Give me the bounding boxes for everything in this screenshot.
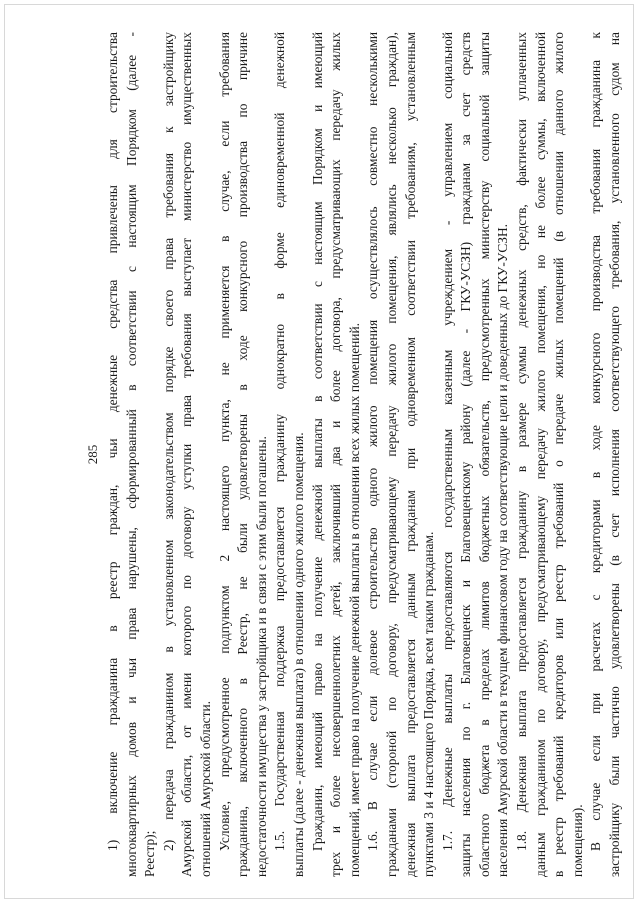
text-line: 1) включение гражданина в реестр граждан, чьи денежные средства привлечены для строительства [105,32,120,851]
text-line: защиты населения по г. Благовещенск и Благовещенскому району (далее - ГКУ-УСЗН) гражданам за счет средств [458,32,474,877]
text-line: гражданами (стороной по договору, предусматривающему передачу жилого помещения, являлись несколько граждан), [383,32,399,877]
text-line: В случае если при расчетах с кредиторами в ходе конкурсного производства требования гражданина к [588,32,604,851]
text-line: застройщику были частично удовлетворены (в счет исполнения соответствующего требования, установленного судом на [607,32,623,877]
rotated-page-content [82,32,623,877]
text-line: Гражданин, имеющий право на получение денежной выплаты в соответствии с настоящим Порядком и имеющий [309,32,325,851]
text-line: 1.7. Денежные выплаты предоставляются государственным казенным учреждением - управлением социальной [439,32,455,851]
text-line: данным гражданином по договору, предусматривающему передачу жилого помещения, но не более суммы, включенной [532,32,548,877]
page-number: 285 [85,444,100,465]
text-line: областного бюджета в пределах лимитов бюджетных обязательств, предусмотренных министерству социальной защиты [476,32,492,877]
text-line: денежная выплата предоставляется данным гражданам при одновременном соответствии требованиям, установленным [402,32,418,877]
text-line: выплаты (далее - денежная выплата) в отношении одного жилого помещения. [290,432,306,877]
text-line: Реестр); [142,830,158,877]
text-line: пунктами 3 и 4 настоящего Порядка, всем таким гражданам. [421,531,437,877]
text-line: в реестр требований кредиторов или реестр требований о передаче жилых помещений (в отношении данного жилого [551,32,567,877]
text-line: отношений Амурской области. [197,701,213,877]
text-line: 1.6. В случае если долевое строительство одного жилого помещения осуществлялось совместно несколькими [365,32,381,851]
document-body [104,32,625,877]
text-line: недостаточности имущества у застройщика и в связи с этим были погашены. [253,436,269,877]
text-line: гражданина, включенного в Реестр, не были удовлетворены в ходе конкурсного производства по причине [235,32,251,877]
text-line: трех и более несовершеннолетних детей, заключивший два и более договора, предусматривающих передачу жилых [328,32,344,877]
text-line: 2) передача гражданином в установленном законодательством порядке своего права требования к застройщику [160,32,176,851]
text-line: 1.5. Государственная поддержка предоставляется гражданину однократно в форме единовременной денежной [272,32,288,851]
text-line: населения Амурской области в текущем финансовом году на соответствующие цели и доведенных до ГКУ-УСЗН. [495,224,511,877]
text-line: Амурской области, от имени которого по договору уступки права требования выступает министерство имущественных [179,32,195,877]
text-line: 1.8. Денежная выплата предоставляется гражданину в размере суммы денежных средств, фактически уплаченных [514,32,530,851]
text-line: Условие, предусмотренное подпунктом 2 настоящего пункта, не применяется в случае, если требования [216,32,232,851]
text-line: помещения). [569,804,585,877]
text-line: помещений, имеет право на получение денежной выплаты в отношении всех жилых помещений. [346,323,362,877]
text-line: многоквартирных домов и чьи права нарушены, сформированный в соответствии с настоящим Порядком (далее - [123,32,139,877]
